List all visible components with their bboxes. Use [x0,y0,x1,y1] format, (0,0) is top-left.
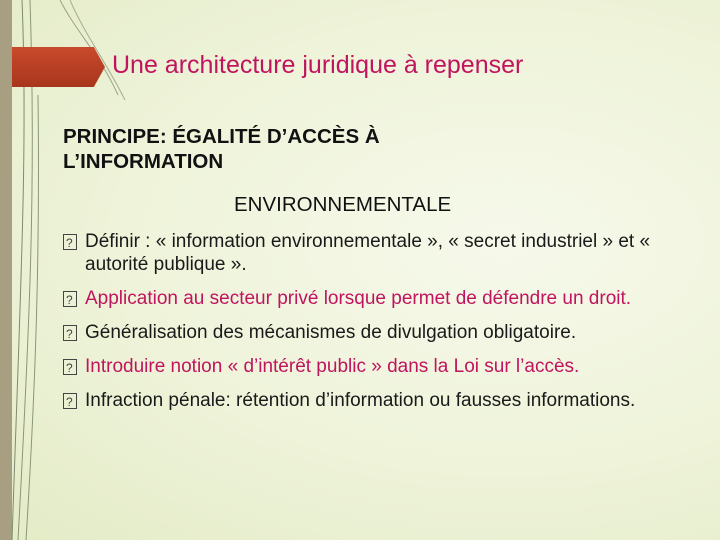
bullet-text: Définir : « information environnementale », « secret industriel » et « autorité publique ». [85,231,651,275]
bullet-box-icon [63,359,77,375]
bullet-text: Infraction pénale: rétention d’information ou fausses informations. [85,390,636,411]
bullet-box-icon [63,325,77,341]
bullet-list [63,230,713,423]
heading-line-1: PRINCIPE: ÉGALITÉ D’ACCÈS À [63,125,380,148]
bullet-item-generalisation [63,321,713,344]
heading-line-3: ENVIRONNEMENTALE [234,193,452,216]
slide-title: Une architecture juridique à repenser [112,51,524,79]
bullet-box-icon [63,393,77,409]
bullet-item-offence [63,389,713,412]
bullet-item-application [63,287,713,310]
bullet-text: Généralisation des mécanismes de divulgation obligatoire. [85,322,577,343]
bullet-item-public-interest [63,355,713,378]
section-heading [63,124,380,174]
heading-line-2: L’INFORMATION [63,150,224,173]
bullet-text: Application au secteur privé lorsque permet de défendre un droit. [85,288,632,309]
bullet-item-define [63,230,713,276]
bullet-box-icon [63,291,77,307]
bullet-text: Introduire notion « d’intérêt public » dans la Loi sur l’accès. [85,356,580,377]
bullet-box-icon [63,234,77,250]
title-accent-tab [12,47,105,87]
